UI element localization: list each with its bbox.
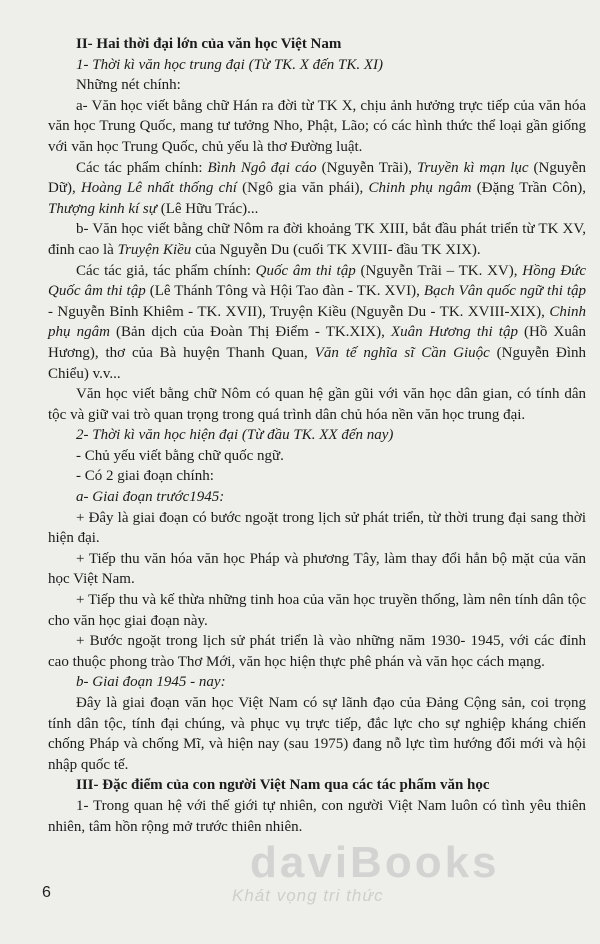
watermark-tagline: Khát vọng tri thức — [232, 886, 384, 905]
section-heading-iii: III- Đặc điểm của con người Việt Nam qua các tác phẩm văn học — [76, 777, 490, 794]
subheading-1945-present: b- Giai đoạn 1945 - nay: — [76, 674, 226, 691]
section-heading-ii: II- Hai thời đại lớn của văn học Việt Nam — [76, 36, 342, 52]
bullet-1930-1945: + Bước ngoặt trong lịch sử phát triển là vào những năm 1930- 1945, với các đỉnh cao thuộc phong trào Thơ Mới, văn học hiện thực phê phán và văn học cách mạng. — [48, 633, 586, 670]
paragraph-nom-works: Các tác giả, tác phẩm chính: Quốc âm thi tập (Nguyễn Trãi – TK. XV), Hồng Đức Quốc âm thi tập (Lê Thánh Tông và Hội Tao đàn - TK. XVI), Bạch Vân quốc ngữ thi tập - Nguyễn Bỉnh Khiêm - TK. XVII), Truyện Kiều (Nguyễn Du - TK. XVIII-XIX), Chinh phụ ngâm (Bản dịch của Đoàn Thị Điểm - TK.XIX), Xuân Hương thi tập (Hồ Xuân Hương), thơ của Bà huyện Thanh Quan, Văn tế nghĩa sĩ Cần Giuộc (Nguyễn Đình Chiểu) v.v... — [48, 262, 587, 382]
subheading-before-1945: a- Giai đoạn trước1945: — [76, 489, 225, 506]
page-number: 6 — [42, 884, 51, 901]
list-item-quoc-ngu: - Chủ yếu viết bằng chữ quốc ngữ. — [76, 447, 284, 464]
bullet-turning-point: + Đây là giai đoạn có bước ngoặt trong lịch sử phát triển, từ thời trung đại sang thời hiện đại. — [48, 509, 586, 547]
paragraph-nom-literature: b- Văn học viết bằng chữ Nôm ra đời khoảng TK XIII, bắt đầu phát triển từ TK XV, đỉnh cao là Truyện Kiều của Nguyễn Du (cuối TK XVIII- đầu TK XIX). — [48, 221, 586, 258]
paragraph-nom-significance: Văn học viết bằng chữ Nôm có quan hệ gần gũi với văn học dân gian, có tính dân tộc và giữ vai trò quan trọng trong quá trình dân chủ hóa nền văn học trung đại. — [48, 386, 586, 423]
paragraph-1945-present: Đây là giai đoạn văn học Việt Nam có sự lãnh đạo của Đảng Cộng sản, coi trọng tính dân tộc, tính đại chúng, và phục vụ trực tiếp, đắc lực cho sự nghiệp kháng chiến chống Pháp và chống Mĩ, và hiện nay (sau 1975) đang nỗ lực tìm hướng đổi mới và hội nhập quốc tế. — [48, 695, 586, 773]
paragraph-han-literature: a- Văn học viết bằng chữ Hán ra đời từ TK X, chịu ảnh hưởng trực tiếp của văn hóa văn học Trung Quốc, mang tư tưởng Nho, Phật, Lão; có các hình thức thể loại gần giống với văn học Trung Quốc, chủ yếu là thơ Đường luật. — [48, 97, 586, 155]
bullet-western-influence: + Tiếp thu văn hóa văn học Pháp và phương Tây, làm thay đổi hẳn bộ mặt của văn học Việt Nam. — [48, 550, 586, 588]
paragraph-main-features: Những nét chính: — [76, 77, 181, 94]
paragraph-nature: 1- Trong quan hệ với thế giới tự nhiên, con người Việt Nam luôn có tình yêu thiên nhiên, tâm hồn rộng mở trước thiên nhiên. — [48, 797, 586, 835]
page-body — [48, 34, 586, 837]
bullet-tradition: + Tiếp thu và kế thừa những tinh hoa của văn học truyền thống, làm nên tính dân tộc cho văn học giai đoạn này. — [48, 592, 586, 629]
subheading-medieval-period: 1- Thời kì văn học trung đại (Từ TK. X đến TK. XI) — [76, 56, 384, 73]
paragraph-han-works: Các tác phẩm chính: Bình Ngô đại cáo (Nguyễn Trãi), Truyền kì mạn lục (Nguyễn Dữ), Hoàng Lê nhất thống chí (Ngô gia văn phái), Chinh phụ ngâm (Đặng Trần Côn), Thượng kinh kí sự (Lê Hữu Trác)... — [48, 159, 586, 217]
list-item-two-stages: - Có 2 giai đoạn chính: — [76, 468, 214, 485]
watermark-logo: daviBooks — [250, 838, 500, 887]
subheading-modern-period: 2- Thời kì văn học hiện đại (Từ đầu TK. XX đến nay) — [76, 427, 394, 444]
